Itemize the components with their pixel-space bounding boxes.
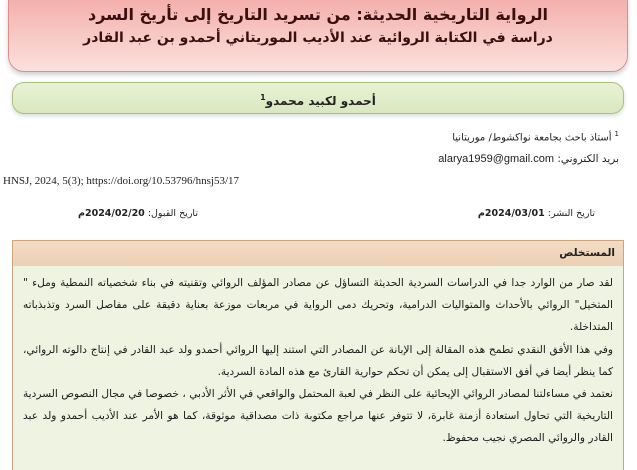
affiliation-text: أستاذ باحث بجامعة نواكشوط/ موريتانيا: [452, 132, 612, 144]
abstract-body: [12, 266, 624, 470]
abstract-heading: المستخلص: [559, 247, 615, 259]
citation[interactable]: HNSJ, 2024, 5(3); https://doi.org/10.53796/hnsj53/17: [3, 175, 240, 187]
affiliation-marker: 1: [614, 130, 619, 138]
email-address[interactable]: alarya1959@gmail.com: [438, 153, 554, 165]
author-marker: 1: [260, 93, 266, 102]
author-banner: [12, 82, 624, 114]
abstract-paragraph: لقد صار من الوارد جدا في الدراسات السردية الحديثة التساؤل عن مصادر المؤلف الروائي وتقنيته في بناء شخصياته النمطية وملء " المتخيل" الروائي بالأحداث والمتواليات الدرامية، وتحريك دمى الرواية في مربعات موزعة بعناية دقيقة على مفاصل السرد وتذبذباته المتداخلة.: [23, 277, 613, 334]
accepted-label: تاريخ القبول:: [147, 208, 198, 219]
affiliation: [452, 130, 619, 143]
title-banner: [8, 0, 628, 72]
published-value: 2024/03/01م: [477, 208, 545, 219]
page-subtitle: دراسة في الكتابة الروائية عند الأديب الموريتاني أحمدو بن عبد القادر: [83, 30, 553, 46]
abstract-paragraph: وفي هذا الأفق النقدي تطمح هذه المقالة إلى الإبانة عن المصادر التي استند إليها الروائي أحمدو ولد عبد القادر في إنتاج دالوته الروائي، كما ينظر أيضا في أفق الاستقبال إلى يمكن أن تحكم حوارية القارئ مع هذه المادة السردية.: [23, 343, 613, 378]
abstract-paragraph: نعتمد في مساءلتنا لمصادر الروائي الإيحائية على النظر في لعبة المحتمل والواقعي في الأثر الأدبي ، خصوصا في مجال النصوص السردية التاريخية التي تحاول استعادة أزمنة غابرة، لا تتوفر عنها مراجع مكتوبة ذات مصداقية موثوقة، كما هو الأمر عند الأديب أحمدو ولد عبد القادر والروائي المصري نجيب محفوظ.: [23, 388, 613, 445]
accepted-date: [78, 208, 198, 219]
author-name-line: [13, 83, 623, 116]
published-label: تاريخ النشر:: [547, 208, 595, 219]
published-date: [478, 208, 595, 219]
email-label: بريد الكتروني:: [557, 153, 619, 165]
accepted-value: 2024/02/20م: [78, 208, 145, 219]
email-line: [438, 153, 619, 165]
abstract-header: [12, 240, 624, 266]
page-title: الرواية التاريخية الحديثة: من تسريد التاريخ إلى تأريخ السرد: [87, 5, 549, 24]
author-name: أحمدو لكبيد محمدو: [265, 94, 376, 108]
